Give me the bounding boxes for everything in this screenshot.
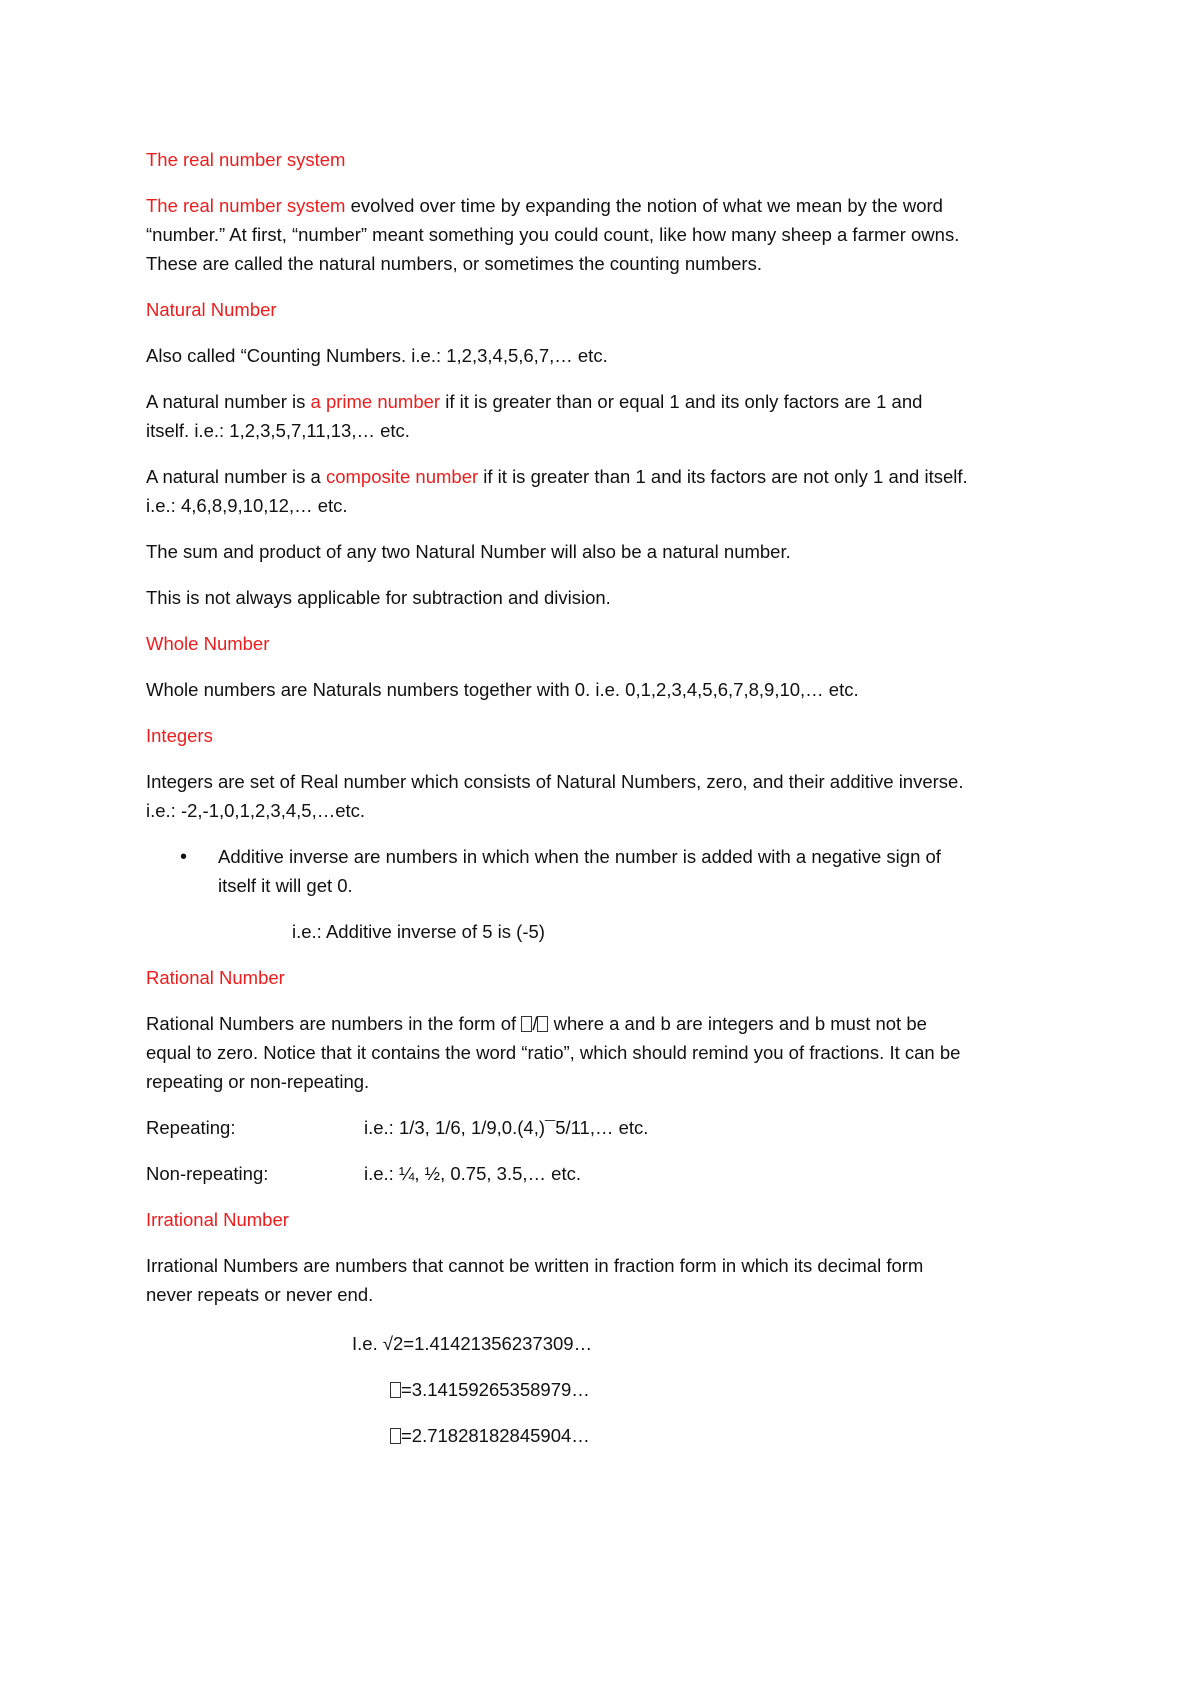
pi-glyph-icon: [390, 1382, 401, 1398]
variable-a-glyph-icon: [521, 1016, 532, 1032]
bullet-line-1: Additive inverse are numbers in which when the number is added with a negative sign of: [218, 846, 941, 867]
e-example: [390, 1424, 590, 1448]
rational-line-2: equal to zero. Notice that it contains the word “ratio”, which should remind you of fractions. It can be: [146, 1042, 961, 1063]
nonrepeating-label: Non-repeating:: [146, 1163, 269, 1184]
prime-line-2: itself. i.e.: 1,2,3,5,7,11,13,… etc.: [146, 420, 410, 441]
pi-example: [390, 1378, 590, 1402]
intro-line-3: These are called the natural numbers, or sometimes the counting numbers.: [146, 253, 762, 274]
rational-line-1-post: where a and b are integers and b must not be: [548, 1013, 927, 1034]
repeating-row: [146, 1116, 1046, 1140]
composite-line-2: i.e.: 4,6,8,9,10,12,… etc.: [146, 495, 348, 516]
intro-line-2: “number.” At first, “number” meant something you could count, like how many sheep a farmer owns.: [146, 224, 960, 245]
e-glyph-icon: [390, 1428, 401, 1444]
natural-heading: Natural Number: [146, 299, 277, 320]
rational-heading: Rational Number: [146, 967, 285, 988]
sum-product-text: The sum and product of any two Natural Number will also be a natural number.: [146, 541, 791, 562]
repeating-value: i.e.: 1/3, 1/6, 1/9,0.(4,)¯5/11,… etc.: [364, 1117, 649, 1138]
additive-inverse-example: i.e.: Additive inverse of 5 is (-5): [292, 921, 545, 942]
e-value: =2.71828182845904…: [401, 1425, 590, 1446]
irrational-line-1: Irrational Numbers are numbers that cannot be written in fraction form in which its decimal form: [146, 1255, 924, 1276]
document-title: The real number system: [146, 149, 346, 170]
nonrepeating-row: [146, 1162, 1046, 1186]
integers-line-1: Integers are set of Real number which consists of Natural Numbers, zero, and their additive inverse.: [146, 771, 964, 792]
prime-term: a prime number: [310, 391, 441, 412]
repeating-label: Repeating:: [146, 1117, 236, 1138]
prime-line-1: [146, 390, 922, 414]
fraction-slash: /: [532, 1013, 538, 1034]
composite-pre: A natural number is a: [146, 466, 326, 487]
bullet-icon: •: [180, 846, 188, 868]
bullet-line-2: itself it will get 0.: [218, 875, 353, 896]
whole-heading: Whole Number: [146, 633, 270, 654]
composite-term: composite number: [325, 466, 479, 487]
nonrepeating-value: i.e.: ¼, ½, 0.75, 3.5,… etc.: [364, 1163, 581, 1184]
composite-post: if it is greater than 1 and its factors are not only 1 and itself.: [478, 466, 968, 487]
irrational-heading: Irrational Number: [146, 1209, 289, 1230]
intro-rest-1: evolved over time by expanding the notion of what we mean by the word: [345, 195, 943, 216]
integers-line-2: i.e.: -2,-1,0,1,2,3,4,5,…etc.: [146, 800, 366, 821]
composite-line-1: [146, 465, 968, 489]
sqrt2-example: I.e. √2=1.41421356237309…: [352, 1333, 593, 1354]
pi-value: =3.14159265358979…: [401, 1379, 590, 1400]
rational-line-3: repeating or non-repeating.: [146, 1071, 370, 1092]
intro-line-1: [146, 194, 943, 218]
rational-line-1-pre: Rational Numbers are numbers in the form of: [146, 1013, 522, 1034]
prime-pre: A natural number is: [146, 391, 311, 412]
irrational-line-2: never repeats or never end.: [146, 1284, 374, 1305]
natural-also-called: Also called “Counting Numbers. i.e.: 1,2,3,4,5,6,7,… etc.: [146, 345, 608, 366]
integers-heading: Integers: [146, 725, 213, 746]
intro-term: The real number system: [146, 195, 346, 216]
rational-line-1: [146, 1012, 927, 1036]
whole-text: Whole numbers are Naturals numbers together with 0. i.e. 0,1,2,3,4,5,6,7,8,9,10,… etc.: [146, 679, 859, 700]
variable-b-glyph-icon: [537, 1016, 548, 1032]
not-applicable-text: This is not always applicable for subtraction and division.: [146, 587, 611, 608]
prime-post: if it is greater than or equal 1 and its only factors are 1 and: [440, 391, 923, 412]
